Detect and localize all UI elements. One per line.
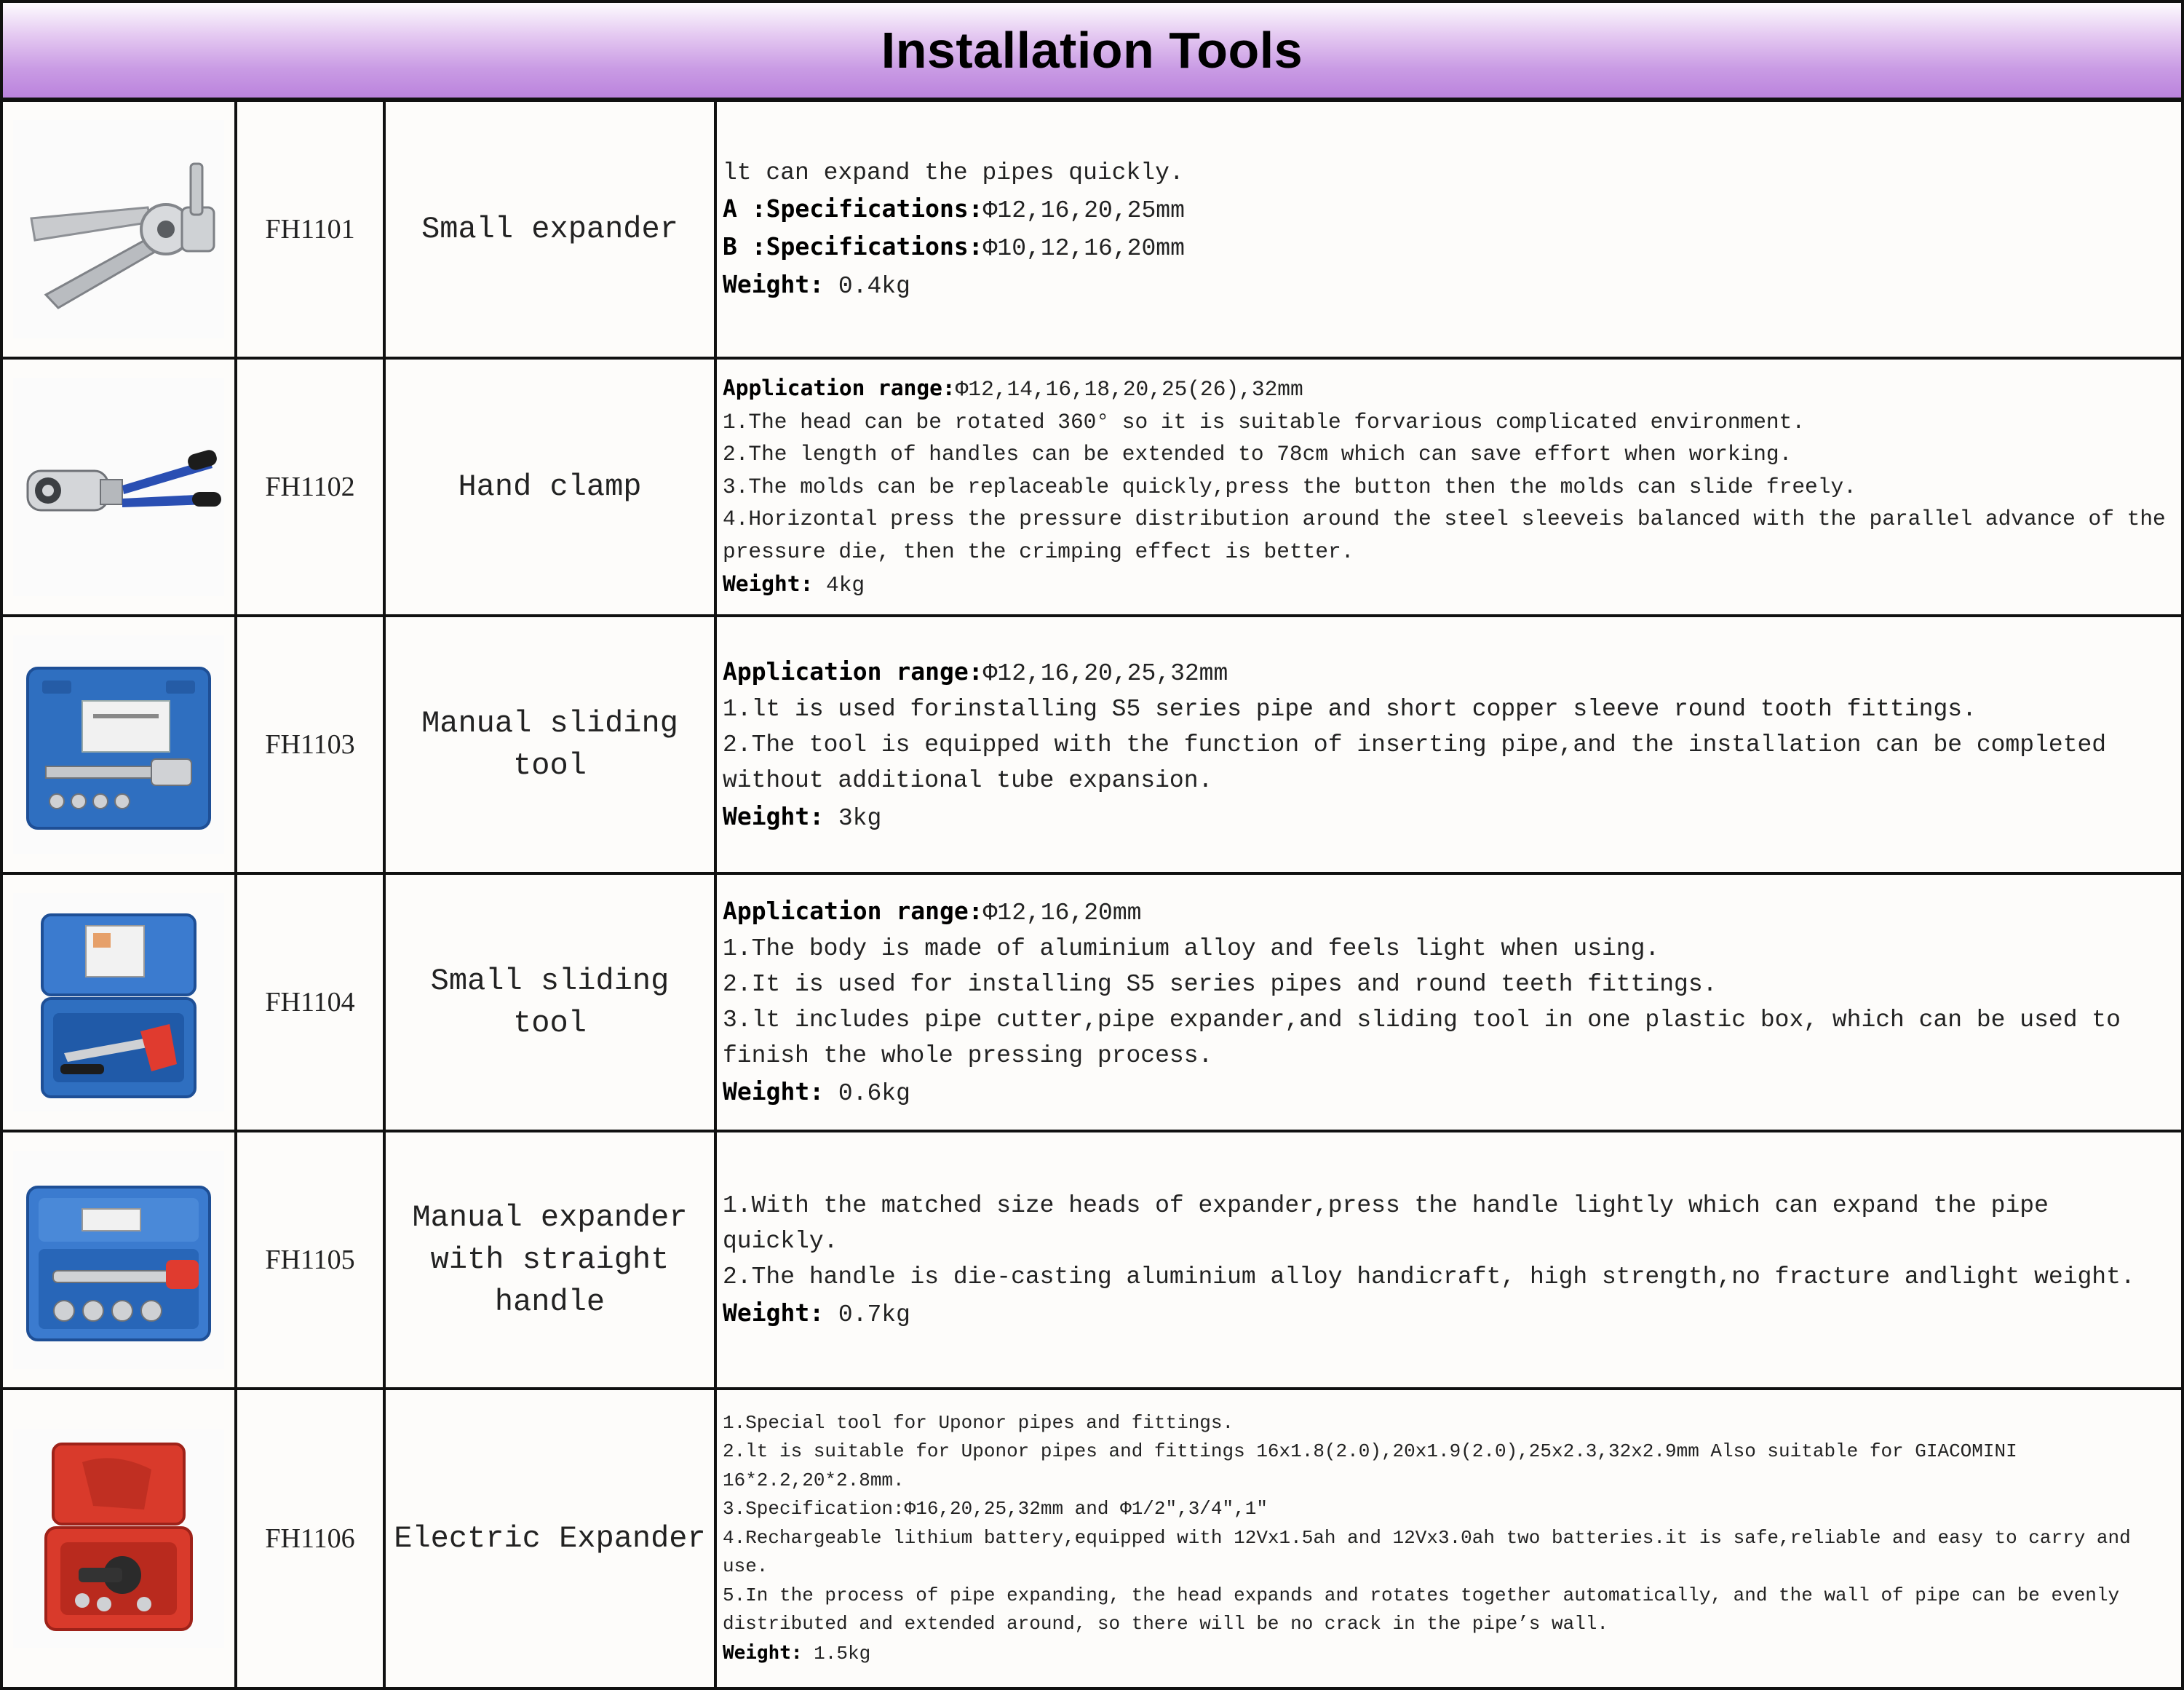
weight-line: Weight: 0.4kg [723,269,910,300]
product-name-cell [384,100,715,358]
product-name-cell [384,1131,715,1389]
product-description [723,654,2177,836]
product-description-cell [715,873,2183,1131]
manual-expander-case-photo-icon [13,1151,224,1369]
description-line: 2.The handle is die-casting aluminium alloy handicraft, high strength,no fracture andlight weight. [723,1263,2135,1290]
table-row [1,1131,2183,1389]
product-name-cell [384,358,715,616]
product-code-cell [236,1389,384,1689]
product-name-cell [384,616,715,873]
weight-line: Weight: 4kg [723,571,865,598]
title-bar [0,0,2184,100]
table-row [1,1389,2183,1689]
table-row [1,100,2183,358]
description-line: 4.Rechargeable lithium battery,equipped with 12Vx1.5ah and 12Vx3.0ah two batteries.it is safe,reliable and easy to carry and use. [723,1526,2131,1578]
small-sliding-tool-case-photo-icon [13,893,224,1111]
product-description [723,155,2177,304]
product-image-cell [1,873,236,1131]
table-row [1,616,2183,873]
description-line: 1.With the matched size heads of expander,press the handle lightly which can expand the pipe quickly. [723,1191,2049,1255]
product-description-cell [715,358,2183,616]
description-line: A :Specifications:Φ12,16,20,25mm [723,194,1185,224]
product-code: FH1101 [265,214,355,245]
product-code: FH1102 [265,472,355,502]
product-image-cell [1,1389,236,1689]
weight-line: Weight: 3kg [723,801,882,832]
product-description-cell [715,1389,2183,1689]
product-code-cell [236,1131,384,1389]
small-expander-photo-icon [13,120,224,338]
product-name: Manual sliding tool [421,706,678,783]
product-description-cell [715,1131,2183,1389]
product-code-cell [236,100,384,358]
description-line: lt can expand the pipes quickly. [723,159,1184,186]
description-line: Application range:Φ12,14,16,18,20,25(26),32mm [723,376,1303,402]
tools-table [0,99,2184,1690]
description-line: 3.The molds can be replaceable quickly,press the button then the molds can slide freely. [723,474,1857,499]
product-name-cell [384,873,715,1131]
description-line: 4.Horizontal press the pressure distribution around the steel sleeveis balanced with the parallel advance of the pressure die, then the crimping effect is better. [723,507,2166,564]
product-name: Hand clamp [458,469,642,504]
description-line: Application range:Φ12,16,20mm [723,897,1142,927]
description-line: 5.In the process of pipe expanding, the head expands and rotates together automatically, and the wall of pipe can be evenly distributed and extended around, so there will be no crack in the pipe’s wall. [723,1584,2120,1635]
description-line: 1.The head can be rotated 360° so it is suitable forvarious complicated environment. [723,409,1806,435]
product-name: Small sliding tool [430,964,670,1041]
product-code: FH1106 [265,1523,355,1554]
product-name-cell [384,1389,715,1689]
product-description [723,372,2177,602]
description-line: 3.lt includes pipe cutter,pipe expander,and sliding tool in one plastic box, which can be used to finish the whole pressing process. [723,1007,2121,1069]
weight-line: Weight: 1.5kg [723,1641,871,1665]
product-image-cell [1,100,236,358]
table-row [1,358,2183,616]
description-line: 2.The length of handles can be extended to 78cm which can save effort when working. [723,442,1792,467]
electric-expander-case-photo-icon [13,1429,224,1648]
product-name: Small expander [421,212,678,247]
description-line: B :Specifications:Φ10,12,16,20mm [723,231,1185,262]
product-description-cell [715,100,2183,358]
product-description [723,1188,2177,1333]
product-code-cell [236,616,384,873]
product-description [723,893,2177,1111]
description-line: Application range:Φ12,16,20,25,32mm [723,656,1228,687]
hand-clamp-photo-icon [13,378,224,596]
product-code-cell [236,358,384,616]
product-code: FH1105 [265,1245,355,1275]
product-code: FH1104 [265,987,355,1017]
description-line: 1.lt is used forinstalling S5 series pipe and short copper sleeve round tooth fittings. [723,695,1977,723]
product-image-cell [1,616,236,873]
product-description-cell [715,616,2183,873]
product-image-cell [1,358,236,616]
manual-sliding-tool-case-photo-icon [13,635,224,854]
table-row [1,873,2183,1131]
product-name: Manual expander with straight handle [412,1200,688,1320]
description-line: 2.lt is suitable for Uponor pipes and fittings 16x1.8(2.0),20x1.9(2.0),25x2.3,32x2.9mm Also suitable for GIACOMINI 16*2.2,20*2.8mm. [723,1440,2017,1491]
page-title: Installation Tools [881,22,1303,79]
product-code-cell [236,873,384,1131]
product-description [723,1409,2177,1669]
description-line: 1.The body is made of aluminium alloy and feels light when using. [723,935,1660,962]
weight-line: Weight: 0.7kg [723,1298,910,1328]
description-line: 3.Specification:Φ16,20,25,32mm and Φ1/2″,3/4″,1″ [723,1498,1268,1520]
weight-line: Weight: 0.6kg [723,1077,910,1107]
product-image-cell [1,1131,236,1389]
description-line: 2.It is used for installing S5 series pipes and round teeth fittings. [723,971,1718,998]
product-code: FH1103 [265,729,355,760]
description-line: 1.Special tool for Uponor pipes and fittings. [723,1411,1234,1434]
description-line: 2.The tool is equipped with the function of inserting pipe,and the installation can be completed without additional tube expansion. [723,731,2107,794]
product-name: Electric Expander [394,1521,706,1556]
